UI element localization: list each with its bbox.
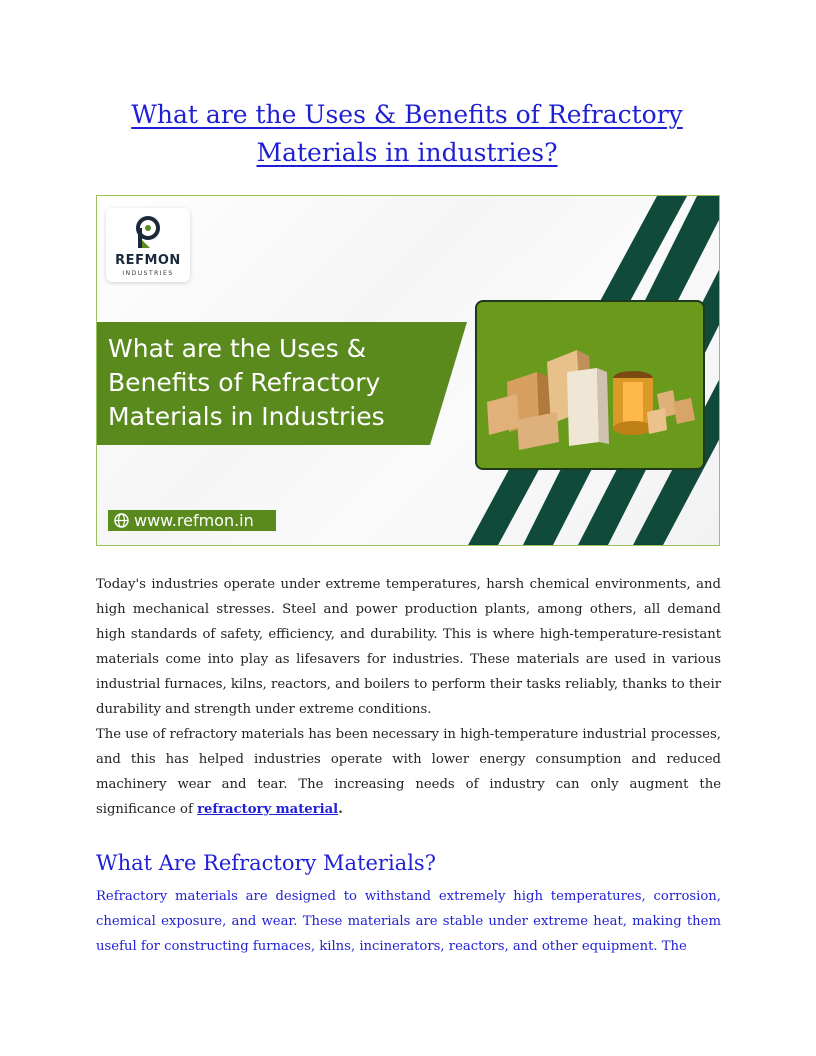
hero-banner: [96, 195, 720, 546]
globe-icon: [114, 513, 129, 528]
logo-subtitle: INDUSTRIES: [122, 270, 174, 277]
section-paragraph-1: Refractory materials are designed to withstand extremely high temperatures, corrosion, chemical exposure, and wear. These materials are stable under extreme heat, making them useful for constructing furnaces, kilns, incinerators, reactors, and other equipment. The: [96, 889, 721, 954]
logo-name: REFMON: [115, 253, 181, 268]
refractory-bricks-photo: [475, 300, 705, 470]
banner-headline: What are the Uses & Benefits of Refractory Materials in Industries: [108, 334, 385, 431]
refractory-material-link[interactable]: refractory material: [197, 802, 339, 817]
intro-paragraph-2-text: The use of refractory materials has been necessary in high-temperature industrial processes, and this has helped industries operate with lower energy consumption and reduced machinery wear and tear. The increasing needs of industry can only augment the significance of: [96, 727, 721, 817]
page-title[interactable]: What are the Uses & Benefits of Refractory Materials in industries?: [131, 100, 683, 167]
section-heading: What Are Refractory Materials?: [96, 851, 436, 875]
bricks-illustration: [477, 302, 703, 468]
website-url: www.refmon.in: [134, 511, 254, 530]
company-logo[interactable]: [106, 208, 190, 282]
paragraph-end-period: .: [338, 802, 343, 817]
intro-paragraph-1: Today's industries operate under extreme temperatures, harsh chemical environments, and high mechanical stresses. Steel and power production plants, among others, all demand high standards of safety, efficiency, and durability. This is where high-temperature-resistant materials come into play as lifesavers for industries. These materials are used in various industrial furnaces, kilns, reactors, and boilers to perform their tasks reliably, thanks to their durability and strength under extreme conditions.: [96, 577, 721, 717]
refmon-logo-icon: [136, 216, 160, 250]
website-badge[interactable]: [108, 510, 276, 531]
intro-paragraph-2: [96, 722, 721, 822]
